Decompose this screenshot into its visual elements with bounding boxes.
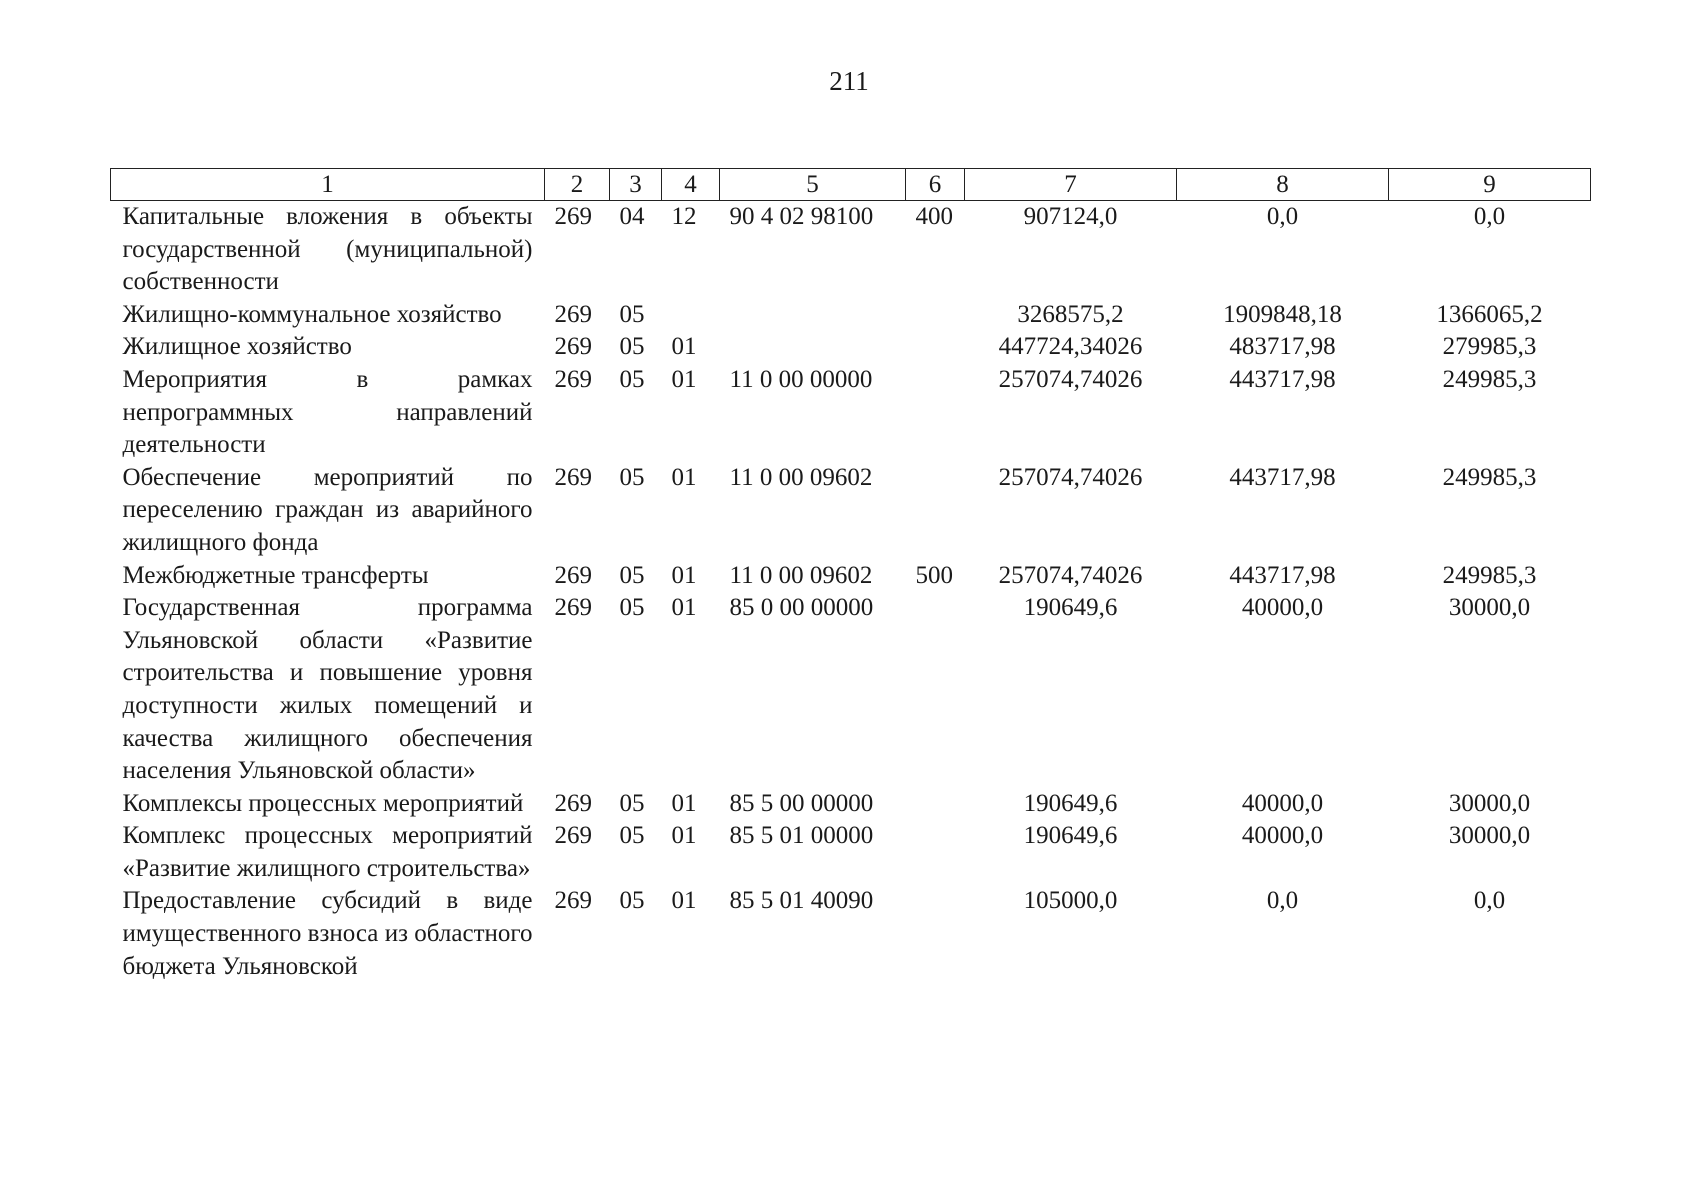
column-header: 2 [545, 169, 610, 201]
row-col7-cell: 907124,0 [1023, 203, 1118, 230]
row-col4-cell: 01 [671, 561, 697, 589]
row-col4-cell: 01 [671, 887, 697, 915]
row-col3-cell: 04 [619, 203, 645, 230]
table-row [111, 364, 1591, 462]
row-col7-cell: 257074,74026 [998, 463, 1143, 491]
row-name-cell: Жилищно-коммунальное хозяйство [122, 300, 502, 328]
row-col3-cell: 05 [619, 365, 645, 393]
table-header-row [111, 169, 1591, 201]
column-header: 1 [111, 169, 545, 201]
row-col5-cell: 85 0 00 00000 [729, 594, 874, 622]
row-col4-cell: 01 [671, 333, 697, 361]
row-col7-cell: 447724,34026 [998, 333, 1143, 361]
row-col8-cell: 0,0 [1266, 887, 1299, 915]
table-row [111, 592, 1591, 788]
row-name-cell: Обеспечение мероприятий по переселению граждан из аварийного жилищного фонда [122, 463, 533, 556]
row-col5-cell: 85 5 01 00000 [729, 822, 874, 850]
row-col2-cell: 269 [554, 300, 592, 328]
row-col2-cell: 269 [554, 365, 592, 393]
row-col9-cell: 30000,0 [1448, 822, 1531, 850]
row-name-cell: Государственная программа Ульяновской области «Развитие строительства и повышение уровня доступности жилых помещений и качества жилищного обеспечения населения Ульяновской области» [122, 594, 533, 785]
row-col5-cell: 11 0 00 09602 [729, 463, 873, 491]
page-number: 211 [829, 66, 869, 96]
budget-table [110, 168, 1591, 983]
row-col6-cell: 500 [915, 561, 953, 589]
row-col3-cell: 05 [619, 561, 645, 589]
row-name-cell: Комплекс процессных мероприятий «Развитие жилищного строительства» [122, 822, 533, 882]
column-header: 5 [720, 169, 906, 201]
row-col5-cell [720, 299, 906, 332]
row-col3-cell: 05 [619, 887, 645, 915]
row-col7-cell: 190649,6 [1023, 594, 1118, 622]
row-col5-cell: 85 5 01 40090 [729, 887, 874, 915]
table-row [111, 462, 1591, 560]
row-col4-cell: 01 [671, 594, 697, 622]
row-col2-cell: 269 [554, 561, 592, 589]
row-col3-cell: 05 [619, 789, 645, 817]
row-col6-cell [906, 462, 965, 560]
row-col3-cell: 05 [619, 822, 645, 850]
row-col4-cell: 12 [671, 203, 697, 230]
row-col3-cell: 05 [619, 333, 645, 361]
row-name-cell: Капитальные вложения в объекты государственной (муниципальной) собственности [122, 203, 533, 296]
row-col6-cell [906, 592, 965, 788]
row-name-cell: Межбюджетные трансферты [122, 561, 429, 589]
row-col6-cell [906, 364, 965, 462]
row-col6-cell [906, 788, 965, 821]
row-col6-cell: 400 [915, 203, 953, 230]
row-col7-cell: 3268575,2 [1017, 300, 1124, 328]
row-col2-cell: 269 [554, 463, 592, 491]
row-col4-cell: 01 [671, 789, 697, 817]
table-row [111, 560, 1591, 593]
table-row [111, 885, 1591, 983]
row-col6-cell [906, 299, 965, 332]
row-col6-cell [906, 331, 965, 364]
column-header: 4 [662, 169, 720, 201]
row-col9-cell: 249985,3 [1442, 463, 1537, 491]
row-col4-cell: 01 [671, 365, 697, 393]
table-row [111, 820, 1591, 885]
row-col4-cell: 01 [671, 463, 697, 491]
row-col4-cell [662, 299, 720, 332]
row-col9-cell: 249985,3 [1442, 365, 1537, 393]
row-col3-cell: 05 [619, 594, 645, 622]
row-col9-cell: 249985,3 [1442, 561, 1537, 589]
row-col4-cell: 01 [671, 822, 697, 850]
column-header: 3 [610, 169, 662, 201]
row-col2-cell: 269 [554, 333, 592, 361]
row-col2-cell: 269 [554, 887, 592, 915]
table-row [111, 788, 1591, 821]
table-row [111, 299, 1591, 332]
row-col2-cell: 269 [554, 789, 592, 817]
row-col7-cell: 190649,6 [1023, 789, 1118, 817]
row-col7-cell: 257074,74026 [998, 561, 1143, 589]
row-col7-cell: 190649,6 [1023, 822, 1118, 850]
row-col5-cell: 90 4 02 98100 [729, 203, 874, 230]
column-header: 7 [965, 169, 1177, 201]
row-col2-cell: 269 [554, 203, 592, 230]
row-col7-cell: 105000,0 [1023, 887, 1118, 915]
row-col7-cell: 257074,74026 [998, 365, 1143, 393]
row-name-cell: Комплексы процессных мероприятий [122, 789, 524, 817]
row-col2-cell: 269 [554, 594, 592, 622]
row-col3-cell: 05 [619, 300, 645, 328]
row-col8-cell: 40000,0 [1241, 594, 1324, 622]
row-col9-cell: 30000,0 [1448, 789, 1531, 817]
row-col2-cell: 269 [554, 822, 592, 850]
row-col9-cell: 30000,0 [1448, 594, 1531, 622]
row-col9-cell: 0,0 [1473, 203, 1506, 230]
row-col5-cell: 11 0 00 09602 [729, 561, 873, 589]
row-col8-cell: 40000,0 [1241, 822, 1324, 850]
column-header: 8 [1177, 169, 1389, 201]
table-body [111, 201, 1591, 984]
row-col8-cell: 40000,0 [1241, 789, 1324, 817]
row-col8-cell: 483717,98 [1229, 333, 1336, 361]
row-col9-cell: 0,0 [1473, 887, 1506, 915]
column-header: 9 [1389, 169, 1591, 201]
table-row [111, 331, 1591, 364]
row-col9-cell: 1366065,2 [1436, 300, 1543, 328]
row-col8-cell: 443717,98 [1229, 365, 1336, 393]
row-col5-cell: 85 5 00 00000 [729, 789, 874, 817]
row-col8-cell: 0,0 [1266, 203, 1299, 230]
row-col3-cell: 05 [619, 463, 645, 491]
row-name-cell: Мероприятия в рамках непрограммных направлений деятельности [122, 365, 533, 459]
row-col8-cell: 443717,98 [1229, 463, 1336, 491]
row-col6-cell [906, 820, 965, 885]
row-col5-cell: 11 0 00 00000 [729, 365, 873, 393]
row-col5-cell [720, 331, 906, 364]
row-col8-cell: 443717,98 [1229, 561, 1336, 589]
table-row [111, 201, 1591, 299]
row-col6-cell [906, 885, 965, 983]
column-header: 6 [906, 169, 965, 201]
row-name-cell: Предоставление субсидий в виде имущественного взноса из областного бюджета Ульяновской [122, 887, 533, 980]
row-col8-cell: 1909848,18 [1223, 300, 1342, 328]
row-col9-cell: 279985,3 [1442, 333, 1537, 361]
row-name-cell: Жилищное хозяйство [122, 333, 352, 361]
